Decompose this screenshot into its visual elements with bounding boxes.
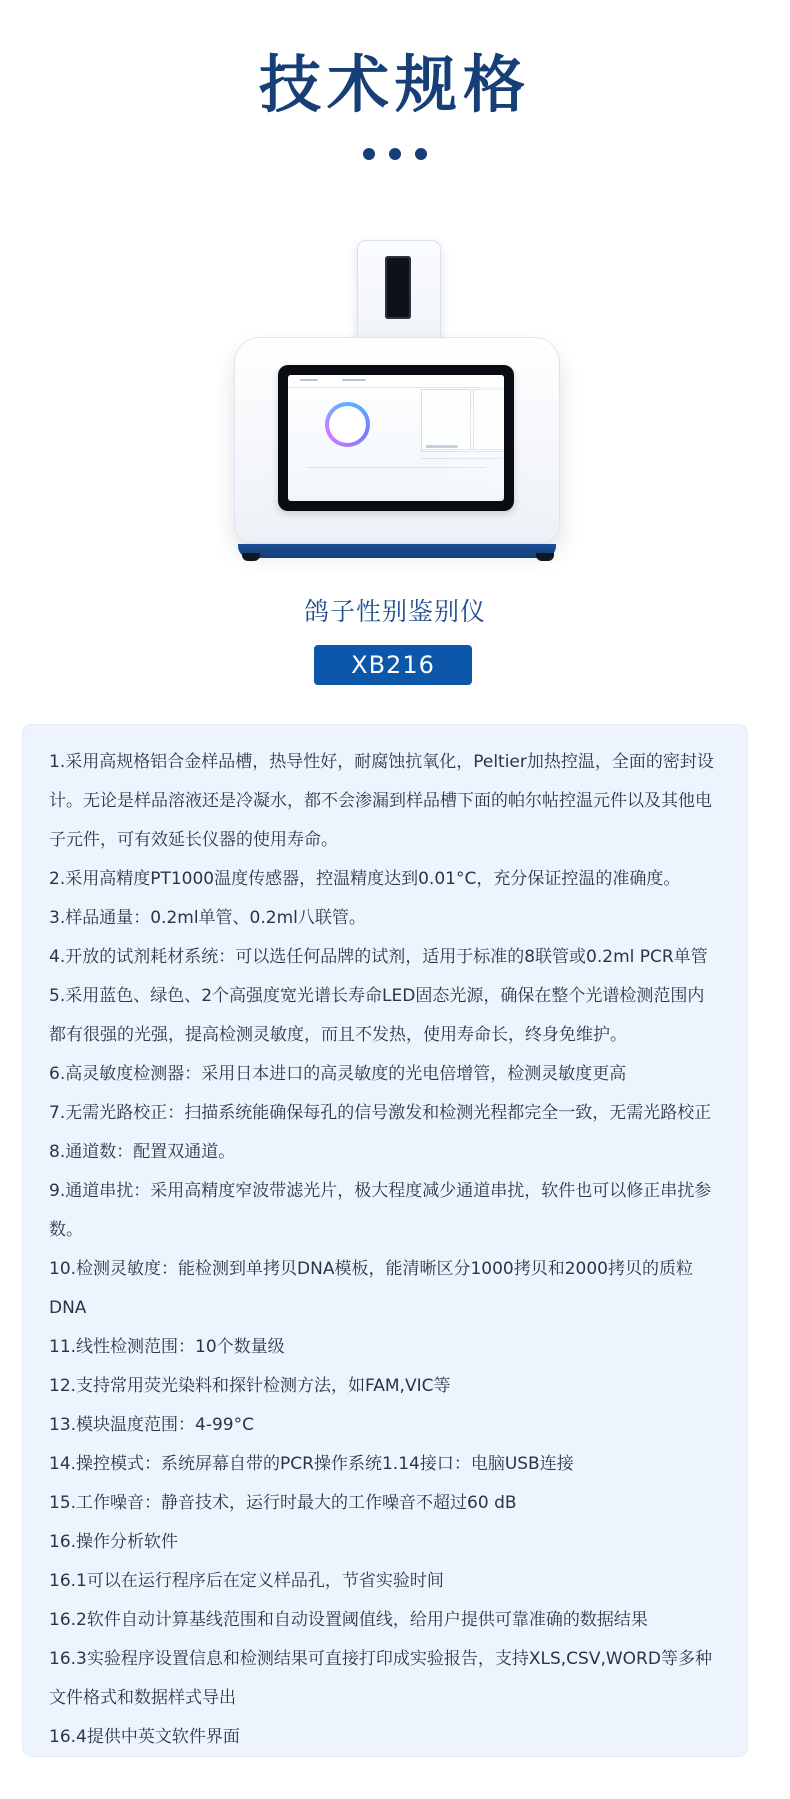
spec-item: 4.开放的试剂耗材系统：可以选任何品牌的试剂，适用于标准的8联管或0.2ml PCR单管	[49, 947, 708, 967]
spec-item: 9.通道串扰：采用高精度窄波带滤光片，极大程度减少通道串扰，软件也可以修正串扰参数。	[49, 1181, 712, 1240]
device-foot	[242, 553, 260, 561]
lid-slot	[385, 256, 411, 319]
spec-item: 5.采用蓝色、绿色、2个高强度宽光谱长寿命LED固态光源，确保在整个光谱检测范围内都有很强的光强，提高检测灵敏度，而且不发热，使用寿命长，终身免维护。	[49, 986, 705, 1045]
spec-item: 15.工作噪音：静音技术，运行时最大的工作噪音不超过60 dB	[49, 1493, 517, 1513]
spec-item: 16.2软件自动计算基线范围和自动设置阈值线，给用户提供可靠准确的数据结果	[49, 1610, 648, 1630]
spec-item: 16.3实验程序设置信息和检测结果可直接打印成实验报告，支持XLS,CSV,WORD等多种文件格式和数据样式导出	[49, 1649, 712, 1708]
device-screen-frame	[278, 365, 514, 511]
spec-item: 7.无需光路校正：扫描系统能确保每孔的信号激发和检测光程都完全一致，无需光路校正	[49, 1103, 712, 1123]
spec-item: 6.高灵敏度检测器：采用日本进口的高灵敏度的光电倍增管，检测灵敏度更高	[49, 1064, 627, 1084]
spec-item: 8.通道数：配置双通道。	[49, 1142, 236, 1162]
spec-list	[22, 724, 748, 1757]
spec-item: 10.检测灵敏度：能检测到单拷贝DNA模板，能清晰区分1000拷贝和2000拷贝的质粒DNA	[49, 1259, 693, 1318]
spec-item: 12.支持常用荧光染料和探针检测方法，如FAM,VIC等	[49, 1376, 451, 1396]
device-foot	[536, 553, 554, 561]
spec-item: 13.模块温度范围：4-99°C	[49, 1415, 254, 1435]
model-badge: XB216	[314, 645, 472, 685]
spec-item: 3.样品通量：0.2ml单管、0.2ml八联管。	[49, 908, 366, 928]
product-image	[230, 237, 564, 567]
device-base	[238, 544, 556, 558]
spec-item: 11.线性检测范围：10个数量级	[49, 1337, 285, 1357]
product-name: 鸽子性别鉴别仪	[303, 597, 486, 626]
screen-toolbar	[288, 375, 504, 388]
spec-item: 14.操控模式：系统屏幕自带的PCR操作系统1.14接口：电脑USB连接	[49, 1454, 574, 1474]
device-screen	[288, 375, 504, 501]
spec-item: 1.采用高规格铝合金样品槽，热导性好，耐腐蚀抗氧化，Peltier加热控温，全面的密封设计。无论是样品溶液还是冷凝水，都不会渗漏到样品槽下面的帕尔帖控温元件以及其他电子元件，可有效延长仪器的使用寿命。	[49, 752, 714, 850]
page-title: 技术规格	[258, 48, 531, 121]
status-ring-icon	[325, 402, 370, 447]
spec-panel	[22, 724, 748, 1757]
spec-item: 2.采用高精度PT1000温度传感器，控温精度达到0.01°C，充分保证控温的准确度。	[49, 869, 681, 889]
title-decoration-dots	[363, 148, 427, 160]
decorative-dot	[363, 148, 375, 160]
decorative-dot	[415, 148, 427, 160]
screen-data-bar	[426, 445, 458, 448]
spec-item: 16.4提供中英文软件界面	[49, 1727, 240, 1747]
spec-item: 16.操作分析软件	[49, 1532, 179, 1552]
spec-item: 16.1可以在运行程序后在定义样品孔，节省实验时间	[49, 1571, 444, 1591]
decorative-dot	[389, 148, 401, 160]
